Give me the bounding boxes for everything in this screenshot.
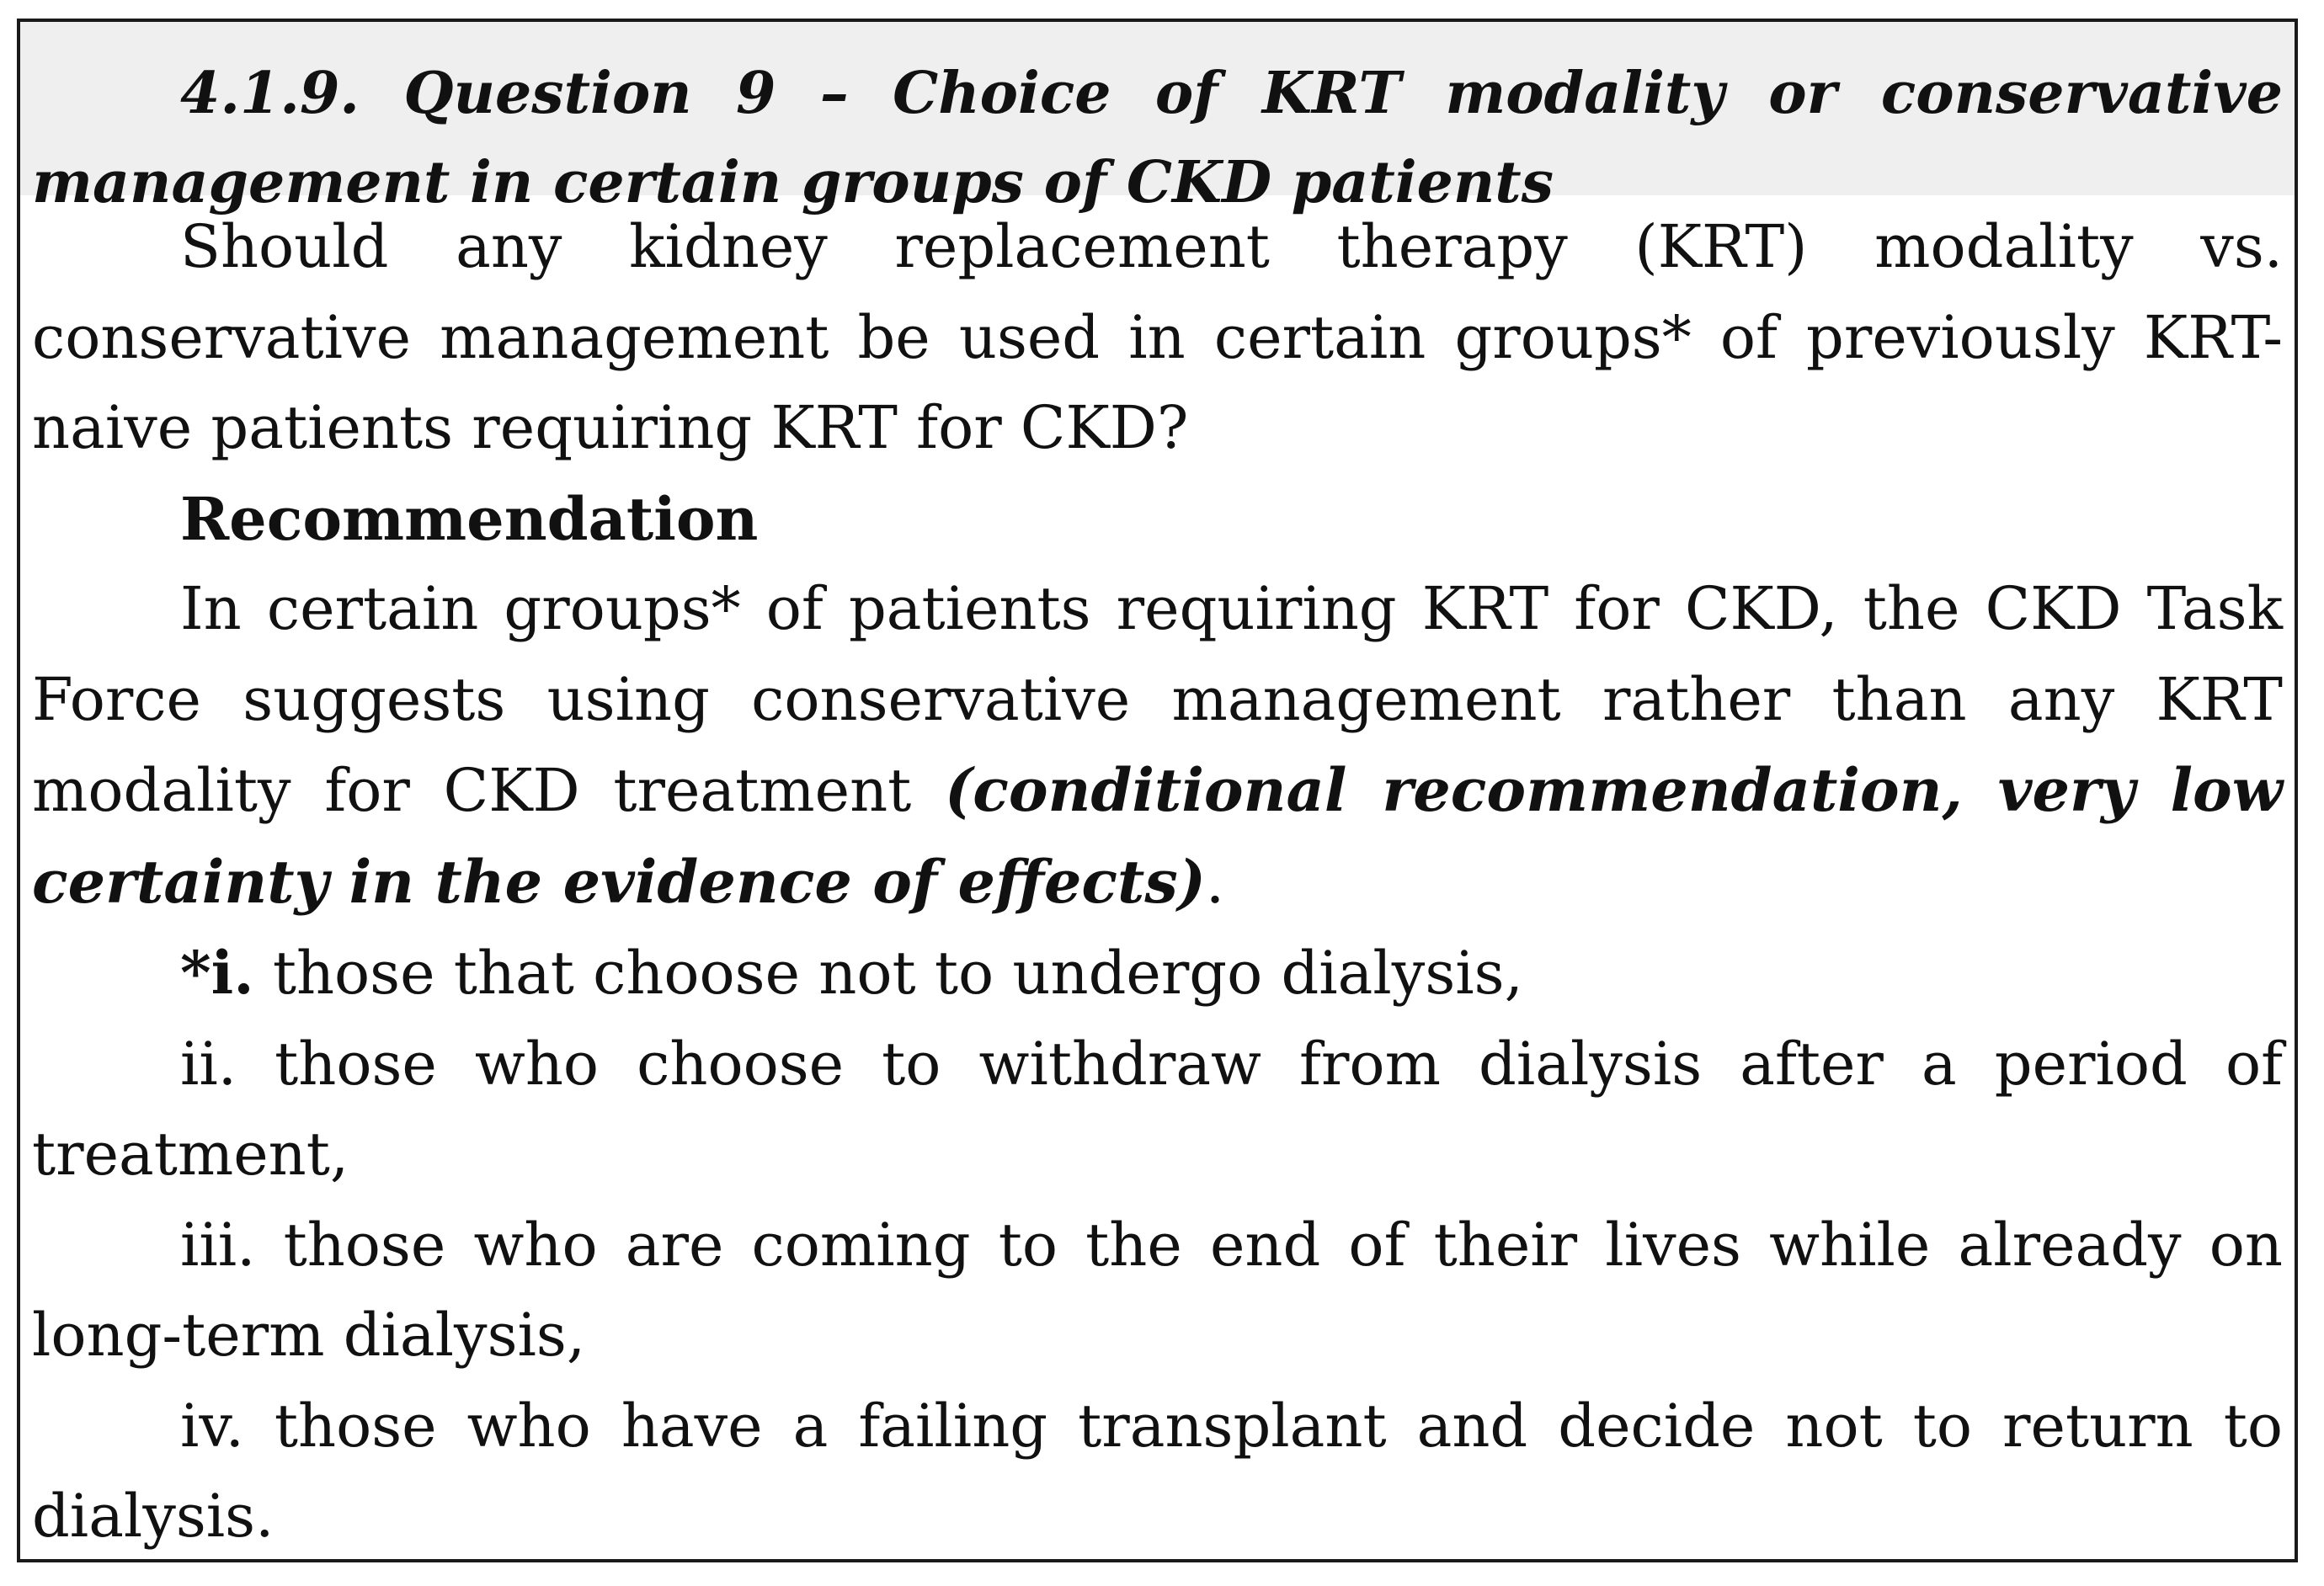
group-item-1 bbox=[32, 928, 2283, 1019]
section-title: 4.1.9. Question 9 – Choice of KRT modality or conservative management in certain groups of CKD patients bbox=[20, 22, 2295, 195]
group-item-3: iii. those who are coming to the end of their lives while already on long-term dialysis, bbox=[32, 1210, 2283, 1370]
recommendation-box bbox=[17, 19, 2298, 1562]
group-item-4: iv. those who have a failing transplant and decide not to return to dialysis. bbox=[32, 1391, 2283, 1551]
question-text: Should any kidney replacement therapy (KRT) modality vs. conservative management be used in certain groups* of previously KRT-naive patients requiring KRT for CKD? bbox=[32, 212, 2283, 462]
group-item-1-label: *i. bbox=[180, 938, 254, 1008]
group-item-1-text: those that choose not to undergo dialysis, bbox=[253, 939, 1523, 1008]
recommendation-heading: Recommendation bbox=[180, 483, 759, 554]
recommendation-strength: (conditional recommendation, very low certainty in the evidence of effects) bbox=[32, 755, 2283, 917]
recommendation-body: In certain groups* of patients requiring KRT for CKD, the CKD Task Force suggests using conservative management rather than any KRT modality for CKD treatment bbox=[32, 574, 2283, 825]
recommendation-text bbox=[32, 564, 2283, 928]
box-content bbox=[20, 195, 2295, 1562]
group-item-2: ii. those who choose to withdraw from dialysis after a period of treatment, bbox=[32, 1029, 2283, 1189]
recommendation-end: . bbox=[1205, 847, 1225, 917]
